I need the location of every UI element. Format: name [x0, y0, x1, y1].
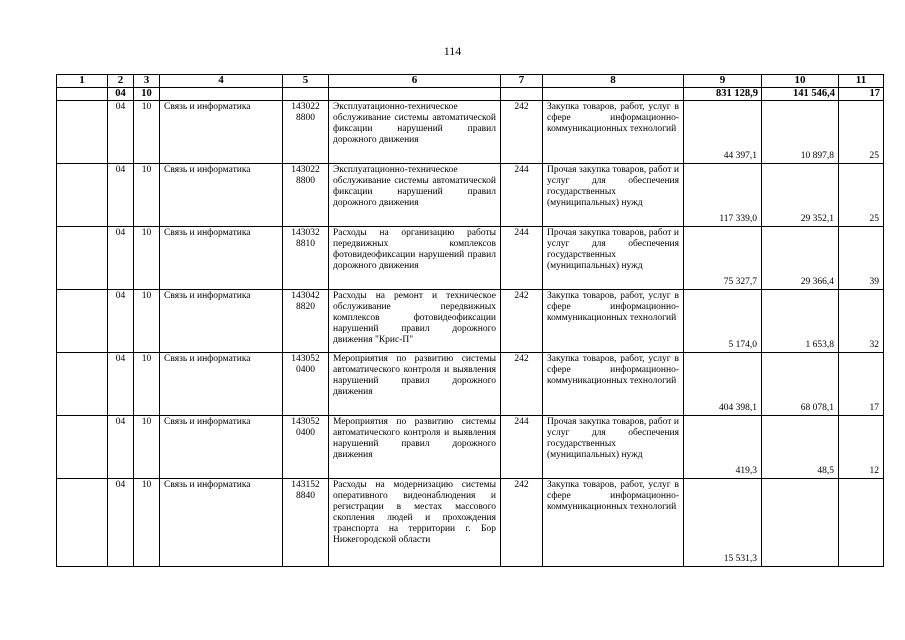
- cell-empty: [160, 88, 283, 101]
- cell-empty: [57, 227, 108, 290]
- cell-section: 04: [108, 290, 134, 353]
- cell-plan: 75 327,7: [684, 227, 762, 290]
- cell-plan: 419,3: [684, 416, 762, 479]
- cell-plan: 15 531,3: [684, 479, 762, 567]
- header-row: [57, 75, 884, 88]
- page-number: 114: [443, 44, 462, 58]
- cell-fact: 48,5: [762, 416, 839, 479]
- col-header: 9: [684, 75, 762, 88]
- table-row: [57, 416, 884, 479]
- cell-target-article: 143152 8840: [283, 479, 329, 567]
- cell-section: 04: [108, 101, 134, 164]
- cell-expense-type: 244: [501, 227, 543, 290]
- cell-fact: [762, 479, 839, 567]
- cell-target-article: 143022 8800: [283, 164, 329, 227]
- cell-expense-type: 244: [501, 416, 543, 479]
- cell-expense-type-name: Прочая закупка товаров, работ и услуг для обеспечения государственных (муниципальных) нужд: [543, 416, 684, 479]
- cell-article-name: Эксплуатационно-техническое обслуживание системы автоматической фиксации нарушений правил дорожного движения: [329, 164, 501, 227]
- table-row: [57, 164, 884, 227]
- cell-plan: 404 398,1: [684, 353, 762, 416]
- col-header: 4: [160, 75, 283, 88]
- cell-section: 04: [108, 479, 134, 567]
- cell-subsection: 10: [134, 416, 160, 479]
- cell-empty: [57, 164, 108, 227]
- cell-fact: 29 352,1: [762, 164, 839, 227]
- col-header: 3: [134, 75, 160, 88]
- cell-expense-type: 244: [501, 164, 543, 227]
- cell-subsection: 10: [134, 88, 160, 101]
- table-body: [57, 101, 884, 567]
- cell-subsection: 10: [134, 479, 160, 567]
- cell-name: Связь и информатика: [160, 353, 283, 416]
- col-header: 11: [839, 75, 884, 88]
- cell-empty: [57, 290, 108, 353]
- cell-section: 04: [108, 416, 134, 479]
- cell-article-name: Расходы на организацию работы передвижных комплексов фотовидеофиксации нарушений правил дорожного движения: [329, 227, 501, 290]
- cell-name: Связь и информатика: [160, 416, 283, 479]
- cell-total-percent: 17: [839, 88, 884, 101]
- cell-empty: [501, 88, 543, 101]
- col-header: 1: [57, 75, 108, 88]
- cell-expense-type: 242: [501, 101, 543, 164]
- total-row: [57, 88, 884, 101]
- cell-name: Связь и информатика: [160, 290, 283, 353]
- cell-article-name: Расходы на модернизацию системы оперативного видеонаблюдения и регистрации в местах массового скопления людей и прохождения транспорта на территории г. Бор Нижегородской области: [329, 479, 501, 567]
- cell-expense-type-name: Закупка товаров, работ, услуг в сфере информационно-коммуникационных технологий: [543, 353, 684, 416]
- cell-subsection: 10: [134, 227, 160, 290]
- cell-expense-type: 242: [501, 479, 543, 567]
- cell-target-article: 143052 0400: [283, 416, 329, 479]
- cell-subsection: 10: [134, 353, 160, 416]
- cell-target-article: 143042 8820: [283, 290, 329, 353]
- cell-article-name: Эксплуатационно-техническое обслуживание системы автоматической фиксации нарушений правил дорожного движения: [329, 101, 501, 164]
- cell-expense-type-name: Закупка товаров, работ, услуг в сфере информационно-коммуникационных технологий: [543, 479, 684, 567]
- cell-subsection: 10: [134, 290, 160, 353]
- cell-article-name: Мероприятия по развитию системы автоматического контроля и выявления нарушений правил дорожного движения: [329, 416, 501, 479]
- cell-empty: [57, 88, 108, 101]
- cell-empty: [283, 88, 329, 101]
- cell-name: Связь и информатика: [160, 164, 283, 227]
- table-row: [57, 101, 884, 164]
- col-header: 6: [329, 75, 501, 88]
- cell-name: Связь и информатика: [160, 101, 283, 164]
- table-row: [57, 227, 884, 290]
- cell-total-fact: 141 546,4: [762, 88, 839, 101]
- cell-percent: [839, 479, 884, 567]
- cell-percent: 25: [839, 164, 884, 227]
- cell-percent: 12: [839, 416, 884, 479]
- cell-empty: [57, 101, 108, 164]
- table-row: [57, 479, 884, 567]
- cell-expense-type-name: Прочая закупка товаров, работ и услуг для обеспечения государственных (муниципальных) нужд: [543, 164, 684, 227]
- table-row: [57, 290, 884, 353]
- cell-fact: 68 078,1: [762, 353, 839, 416]
- cell-plan: 117 339,0: [684, 164, 762, 227]
- cell-section: 04: [108, 227, 134, 290]
- cell-expense-type: 242: [501, 353, 543, 416]
- cell-expense-type-name: Закупка товаров, работ, услуг в сфере информационно-коммуникационных технологий: [543, 101, 684, 164]
- budget-table: [56, 74, 884, 567]
- cell-empty: [329, 88, 501, 101]
- cell-expense-type: 242: [501, 290, 543, 353]
- cell-article-name: Мероприятия по развитию системы автоматического контроля и выявления нарушений правил дорожного движения: [329, 353, 501, 416]
- col-header: 10: [762, 75, 839, 88]
- cell-fact: 10 897,8: [762, 101, 839, 164]
- cell-article-name: Расходы на ремонт и техническое обслуживание передвижных комплексов фотовидеофиксации нарушений правил дорожного движения "Крис-П": [329, 290, 501, 353]
- cell-empty: [543, 88, 684, 101]
- cell-name: Связь и информатика: [160, 227, 283, 290]
- col-header: 5: [283, 75, 329, 88]
- cell-fact: 1 653,8: [762, 290, 839, 353]
- cell-percent: 25: [839, 101, 884, 164]
- cell-percent: 39: [839, 227, 884, 290]
- cell-fact: 29 366,4: [762, 227, 839, 290]
- cell-section: 04: [108, 353, 134, 416]
- cell-section: 04: [108, 164, 134, 227]
- cell-target-article: 143032 8810: [283, 227, 329, 290]
- cell-percent: 17: [839, 353, 884, 416]
- col-header: 8: [543, 75, 684, 88]
- cell-subsection: 10: [134, 101, 160, 164]
- cell-empty: [57, 416, 108, 479]
- cell-target-article: 143022 8800: [283, 101, 329, 164]
- cell-plan: 5 174,0: [684, 290, 762, 353]
- cell-section: 04: [108, 88, 134, 101]
- cell-plan: 44 397,1: [684, 101, 762, 164]
- cell-subsection: 10: [134, 164, 160, 227]
- cell-total-plan: 831 128,9: [684, 88, 762, 101]
- table-row: [57, 353, 884, 416]
- cell-target-article: 143052 0400: [283, 353, 329, 416]
- cell-percent: 32: [839, 290, 884, 353]
- cell-expense-type-name: Прочая закупка товаров, работ и услуг для обеспечения государственных (муниципальных) нужд: [543, 227, 684, 290]
- col-header: 7: [501, 75, 543, 88]
- cell-expense-type-name: Закупка товаров, работ, услуг в сфере информационно-коммуникационных технологий: [543, 290, 684, 353]
- cell-name: Связь и информатика: [160, 479, 283, 567]
- cell-empty: [57, 353, 108, 416]
- cell-empty: [57, 479, 108, 567]
- col-header: 2: [108, 75, 134, 88]
